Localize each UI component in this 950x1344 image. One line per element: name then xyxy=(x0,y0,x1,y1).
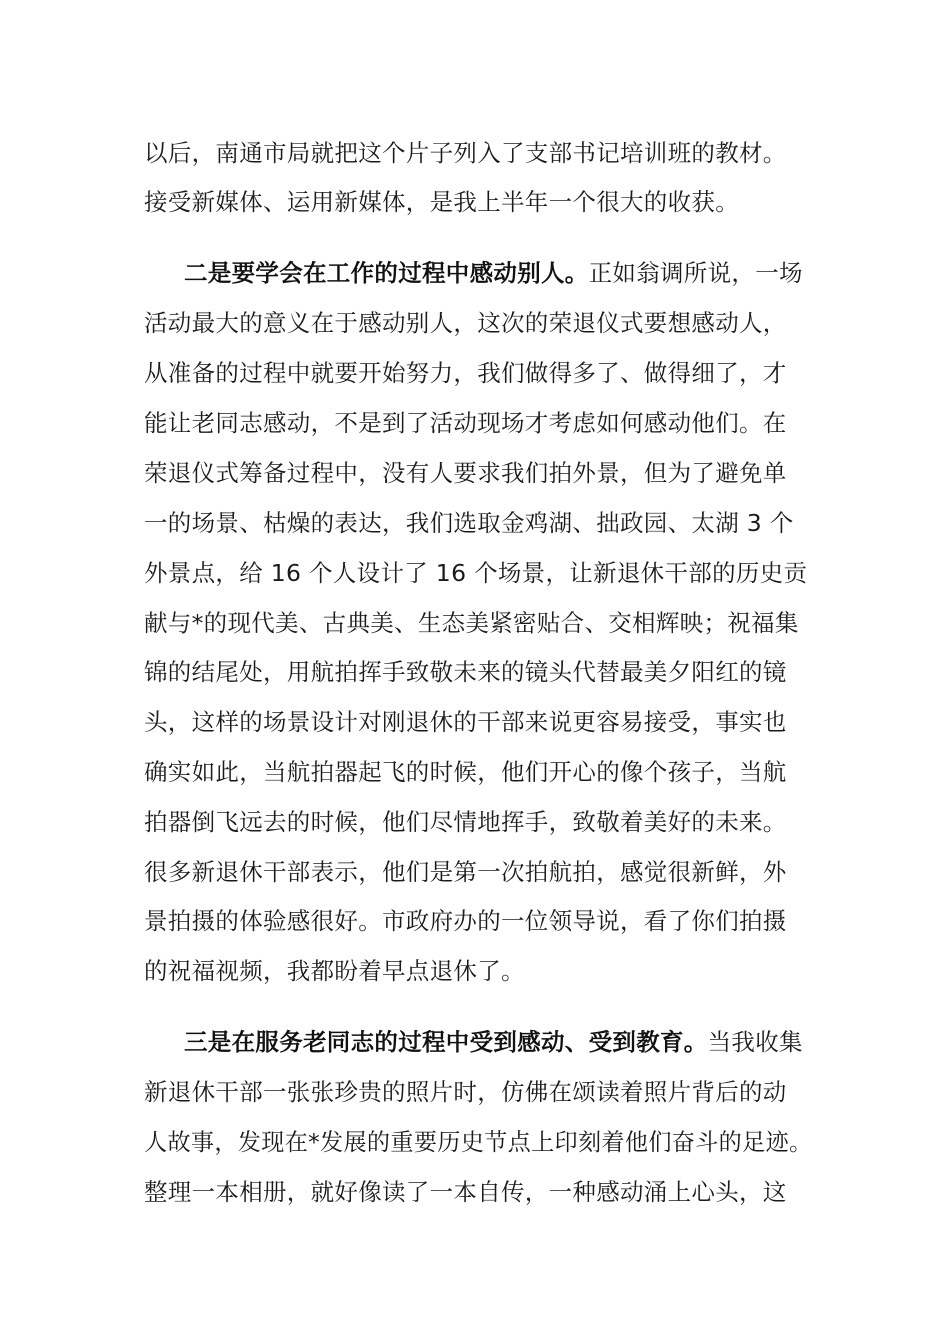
paragraph-2-line: 拍器倒飞远去的时候，他们尽情地挥手，致敬着美好的未来。 xyxy=(144,808,787,836)
paragraph-3-line: 人故事，发现在*发展的重要历史节点上印刻着他们奋斗的足迹。 xyxy=(144,1128,813,1156)
paragraph-3-line: 新退休干部一张张珍贵的照片时，仿佛在颂读着照片背后的动 xyxy=(144,1078,787,1106)
paragraph-2-heading: 二是要学会在工作的过程中感动别人。 xyxy=(184,259,589,287)
paragraph-2-line: 活动最大的意义在于感动别人，这次的荣退仪式要想感动人， xyxy=(144,309,787,337)
paragraph-1-line-1: 以后，南通市局就把这个片子列入了支部书记培训班的教材。 xyxy=(144,139,787,167)
paragraph-3-line: 整理一本相册，就好像读了一本自传，一种感动涌上心头，这 xyxy=(144,1178,787,1206)
paragraph-2-line: 外景点，给 16 个人设计了 16 个场景，让新退休干部的历史贡 xyxy=(144,559,808,587)
paragraph-2-line: 头，这样的场景设计对刚退休的干部来说更容易接受，事实也 xyxy=(144,708,787,736)
paragraph-2-line: 景拍摄的体验感很好。市政府办的一位领导说，看了你们拍摄 xyxy=(144,907,787,935)
paragraph-2-line: 能让老同志感动，不是到了活动现场才考虑如何感动他们。在 xyxy=(144,409,787,437)
paragraph-2-first-line-rest: 正如翁调所说，一场 xyxy=(588,259,803,287)
paragraph-2-line: 荣退仪式筹备过程中，没有人要求我们拍外景，但为了避免单 xyxy=(144,459,787,487)
paragraph-3-first-line xyxy=(184,1025,803,1059)
paragraph-1-line-2: 接受新媒体、运用新媒体，是我上半年一个很大的收获。 xyxy=(144,188,739,216)
paragraph-2-first-line xyxy=(184,256,803,290)
paragraph-2-line: 从准备的过程中就要开始努力，我们做得多了、做得细了，才 xyxy=(144,359,787,387)
paragraph-2-line: 一的场景、枯燥的表达，我们选取金鸡湖、拙政园、太湖 3 个 xyxy=(144,509,794,537)
paragraph-3-first-line-rest: 当我收集 xyxy=(707,1028,803,1056)
paragraph-3-heading: 三是在服务老同志的过程中受到感动、受到教育。 xyxy=(184,1028,708,1056)
paragraph-2-line: 献与*的现代美、古典美、生态美紧密贴合、交相辉映；祝福集 xyxy=(144,609,799,637)
paragraph-2-line: 的祝福视频，我都盼着早点退休了。 xyxy=(144,957,525,985)
paragraph-2-line: 很多新退休干部表示，他们是第一次拍航拍，感觉很新鲜，外 xyxy=(144,858,787,886)
paragraph-2-line: 确实如此，当航拍器起飞的时候，他们开心的像个孩子，当航 xyxy=(144,758,787,786)
paragraph-2-line: 锦的结尾处，用航拍挥手致敬未来的镜头代替最美夕阳红的镜 xyxy=(144,658,787,686)
